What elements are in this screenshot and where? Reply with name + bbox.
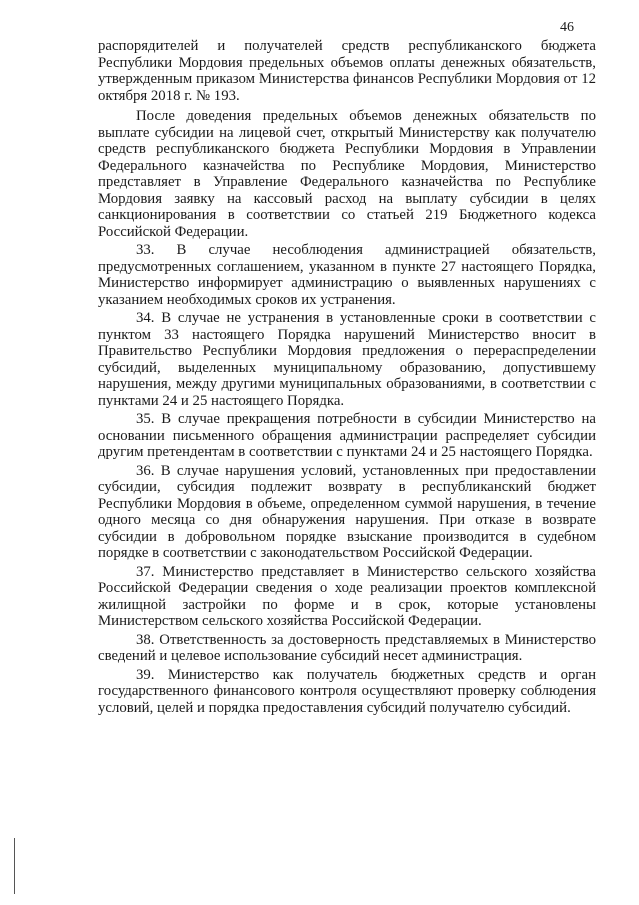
page-number: 46 [560, 20, 574, 35]
paragraph-clause-35: 35. В случае прекращения потребности в субсидии Министерство на основании письменного обращения администрации распределяет субсидии другим претендентам в соответствии с пунктами 24 и 25 настоящего Порядка. [98, 411, 596, 460]
paragraph-treasury-request: После доведения предельных объемов денежных обязательств по выплате субсидии на лицевой счет, открытый Министерству как получателю средств республиканского бюджета Республики Мордовия в Управлении Федерального казначейства по Республике Мордовия, Министерство представляет в Управление Федерального казначейства по Республике Мордовия заявку на кассовый расход на выплату субсидии в целях санкционирования в соответствии со статьей 219 Бюджетного кодекса Российской Федерации. [98, 108, 596, 240]
paragraph-clause-38: 38. Ответственность за достоверность представляемых в Министерство сведений и целевое использование субсидий несет администрация. [98, 631, 596, 664]
paragraph-clause-34: 34. В случае не устранения в установленные сроки в соответствии с пунктом 33 настоящего Порядка нарушений Министерство вносит в Правительство Республики Мордовия предложения о перераспределении субсидий, выделенных муниципальному образованию, допустившему нарушения, между другими муниципальных образованиями, в соответствии с пунктами 24 и 25 настоящего Порядка. [98, 310, 596, 409]
paragraph-clause-39: 39. Министерство как получатель бюджетных средств и орган государственного финансового контроля осуществляют проверку соблюдения условий, целей и порядка предоставления субсидий получателю субсидий. [98, 666, 596, 716]
paragraph-clause-33: 33. В случае несоблюдения администрацией обязательств, предусмотренных соглашением, указанном в пункте 27 настоящего Порядка, Министерство информирует администрацию о выявленных нарушениях с указанием необходимых сроков их устранения. [98, 242, 596, 308]
paragraph-clause-36: 36. В случае нарушения условий, установленных при предоставлении субсидии, субсидия подлежит возврату в республиканский бюджет Республики Мордовия в объеме, определенном суммой нарушения, в течение одного месяца со дня обнаружения нарушения. При отказе в возврате субсидии в добровольном порядке взыскание производится в судебном порядке в соответствии с законодательством Российской Федерации. [98, 462, 596, 561]
scan-margin-line [14, 838, 15, 894]
paragraph-continuation: распорядителей и получателей средств республиканского бюджета Республики Мордовия предельных объемов оплаты денежных обязательств, утвержденным приказом Министерства финансов Республики Мордовия от 12 октября 2018 г. № 193. [98, 38, 596, 104]
document-body [98, 38, 596, 718]
paragraph-clause-37: 37. Министерство представляет в Министерство сельского хозяйства Российской Федерации сведения о ходе реализации проектов комплексной жилищной застройки по форме и в срок, которые установлены Министерством сельского хозяйства Российской Федерации. [98, 563, 596, 629]
